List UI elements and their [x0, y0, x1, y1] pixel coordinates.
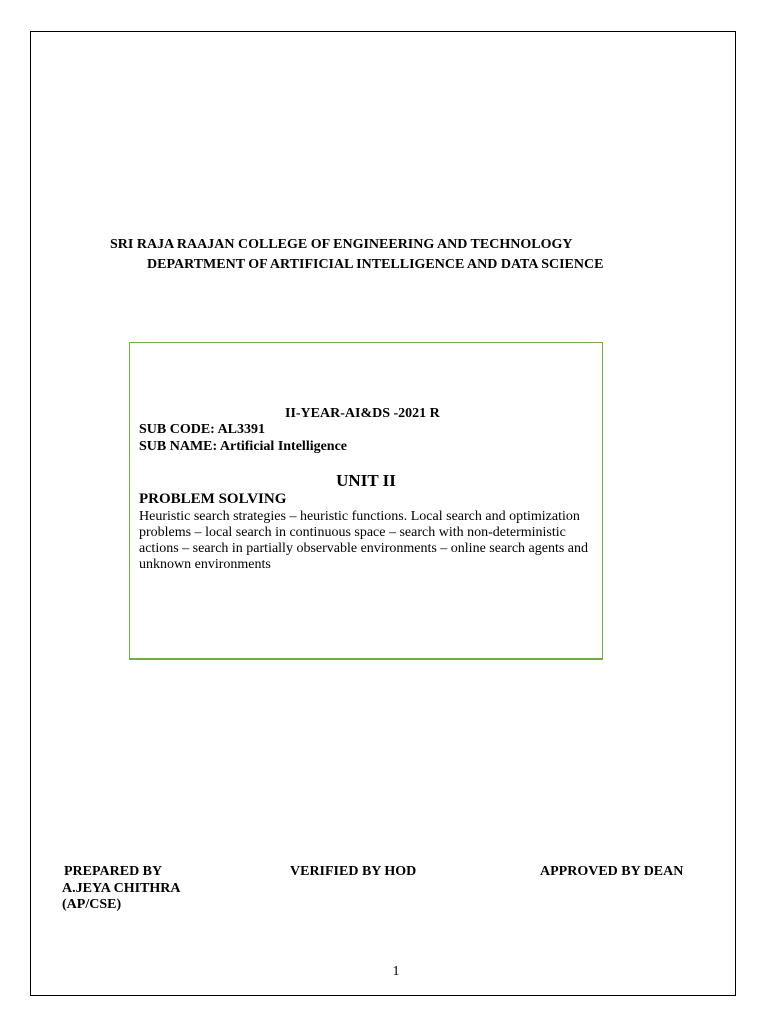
subject-code: SUB CODE: AL3391 [139, 422, 266, 437]
unit-description: Heuristic search strategies – heuristic functions. Local search and optimization problems – local search in continuous space – search with non-deterministic actions – search in partially observable environments – online search agents and unknown environments [139, 509, 589, 572]
unit-title: UNIT II [336, 471, 396, 490]
year-label: II-YEAR-AI&DS -2021 R [285, 406, 440, 421]
prepared-by-label: PREPARED BY [64, 864, 163, 879]
approved-by-label: APPROVED BY DEAN [540, 864, 684, 879]
verified-by-label: VERIFIED BY HOD [290, 864, 417, 879]
preparer-name: A.JEYA CHITHRA [62, 881, 181, 896]
page-number: 1 [392, 964, 400, 979]
department-name: DEPARTMENT OF ARTIFICIAL INTELLIGENCE AND DATA SCIENCE [147, 257, 604, 272]
topic-title: PROBLEM SOLVING [139, 491, 287, 507]
subject-name: SUB NAME: Artificial Intelligence [139, 439, 348, 454]
college-name: SRI RAJA RAAJAN COLLEGE OF ENGINEERING AND TECHNOLOGY [110, 237, 573, 252]
preparer-role: (AP/CSE) [62, 897, 122, 912]
